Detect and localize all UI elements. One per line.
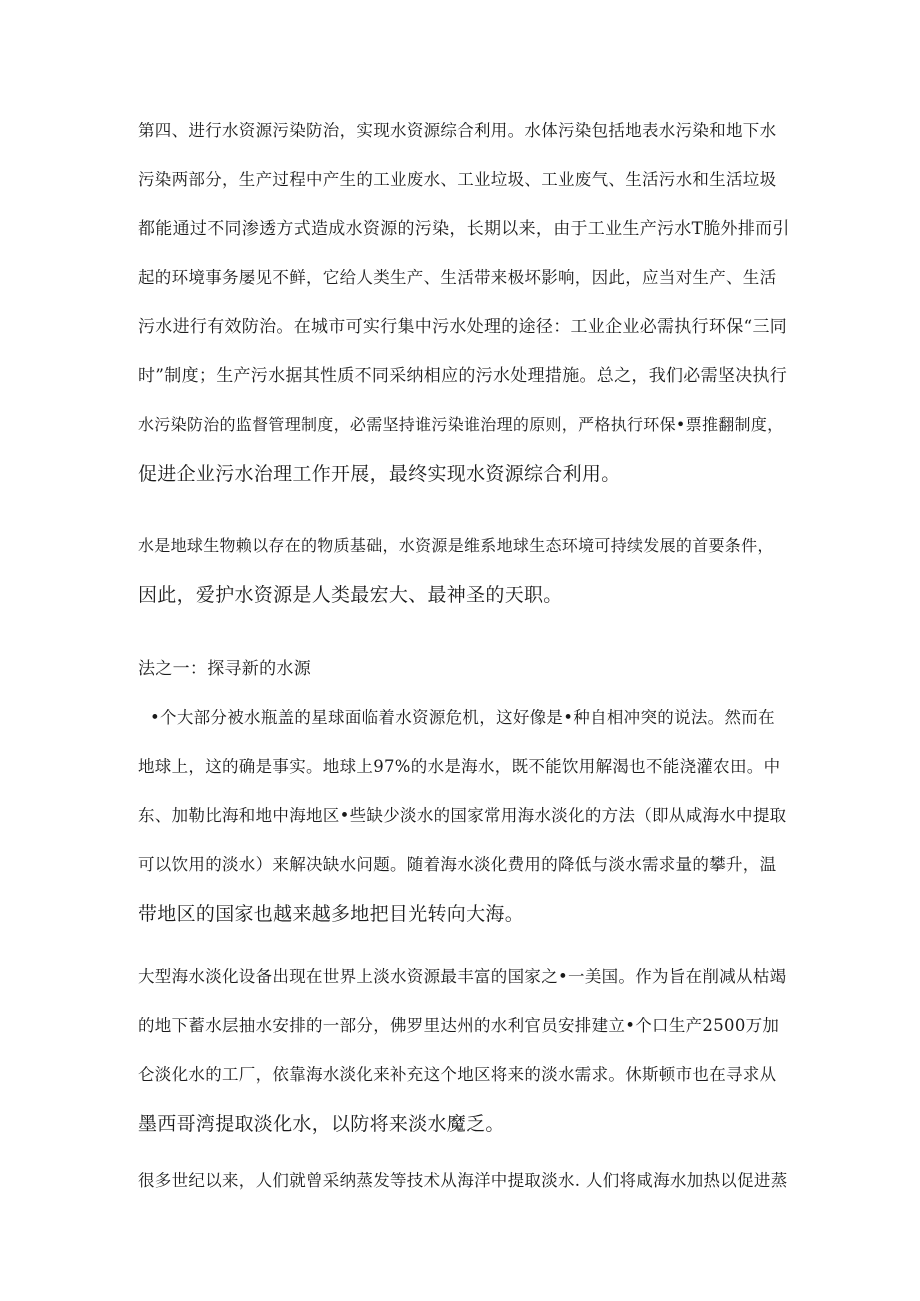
text-line: 起的环境事务屡见不鲜，它给人类生产、生活带来极坏影响，因此，应当对生产、生活 bbox=[138, 268, 777, 287]
text-line: 促进企业污水治理工作开展，最终实现水资源综合利用。 bbox=[138, 463, 621, 485]
text-line: 大型海水淡化设备出现在世界上淡水资源最丰富的国家之•一美国。作为旨在削减从枯竭 bbox=[138, 967, 787, 986]
text-line: 仑淡化水的工厂，依靠海水淡化来补充这个地区将来的淡水需求。休斯顿市也在寻求从 bbox=[138, 1065, 777, 1084]
text-line: 水是地球生物赖以存在的物质基础，水资源是维系地球生态环境可持续发展的首要条件， bbox=[138, 536, 774, 555]
text-line: 可以饮用的淡水）来解决缺水问题。随着海水淡化费用的降低与淡水需求量的攀升，温 bbox=[138, 855, 777, 874]
text-line: 水污染防治的监督管理制度，必需坚持谁污染谁治理的原则，严格执行环保•票推翻制度， bbox=[138, 415, 784, 434]
text-line: •个大部分被水瓶盖的星球面临着水资源危机，这好像是•种自相冲突的说法。然而在 bbox=[150, 708, 775, 727]
section-heading: 法之一：探寻新的水源 bbox=[138, 659, 311, 679]
text-line: 墨西哥湾提取淡化水，以防将来淡水魔乏。 bbox=[138, 1113, 505, 1135]
text-line: 第四、进行水资源污染防治，实现水资源综合利用。水体污染包括地表水污染和地下水 bbox=[138, 121, 777, 140]
text-line: 污水进行有效防治。在城市可实行集中污水处理的途径：工业企业必需执行环保“三同 bbox=[138, 317, 788, 337]
text-line: 地球上，这的确是事实。地球上97%的水是海水，既不能饮用解渴也不能浇灌农田。中 bbox=[138, 757, 781, 776]
text-line: 的地下蓄水层抽水安排的一部分，佛罗里达州的水利官员安排建立•个口生产2500万加 bbox=[138, 1016, 780, 1035]
text-line: 时”制度；生产污水据其性质不同采纳相应的污水处理措施。总之，我们必需坚决执行 bbox=[138, 366, 788, 386]
text-line: 很多世纪以来，人们就曾采纳蒸发等技术从海洋中提取淡水. 人们将咸海水加热以促进蒸 bbox=[138, 1171, 788, 1190]
text-line: 带地区的国家也越来越多地把目光转向大海。 bbox=[138, 903, 525, 925]
text-line: 东、加勒比海和地中海地区•些缺少淡水的国家常用海水淡化的方法（即从咸海水中提取 bbox=[138, 806, 787, 825]
text-line: 都能通过不同渗透方式造成水资源的污染，长期以来，由于工业生产污水T脆外排而引 bbox=[138, 219, 790, 239]
text-line: 因此，爱护水资源是人类最宏大、最神圣的天职。 bbox=[138, 584, 563, 606]
text-line: 污染两部分，生产过程中产生的工业废水、工业垃圾、工业废气、生活污水和生活垃圾 bbox=[138, 170, 777, 189]
